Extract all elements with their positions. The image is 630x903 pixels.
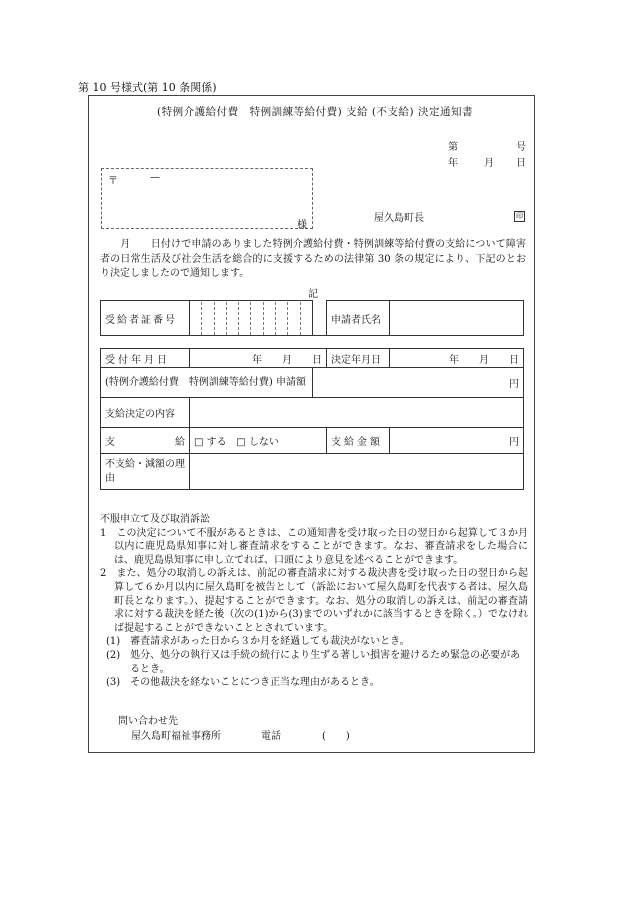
ki-heading: 記 — [308, 289, 318, 300]
appeal-item-1: 1 この決定について不服があるときは、この通知書を受け取った日の翌日から起算して３か月以内に鹿児島県知事に対し審査請求をすることができます。なお、審査請求をした場合には、鹿児島県知事に申し立てれば、口頭により意見を述べることができます。 — [100, 527, 528, 566]
issuer-name: 屋久島町長 — [374, 213, 424, 224]
checkbox-no[interactable]: □ — [236, 437, 246, 448]
applicant-name-label: 申請者氏名 — [327, 301, 390, 336]
table-gap — [101, 336, 524, 349]
doc-no-suffix: 号 — [516, 142, 526, 153]
doc-no-prefix: 第 — [448, 142, 458, 153]
date-month: 月 — [484, 158, 494, 169]
payment-label — [101, 428, 190, 454]
content-label: 支給決定の内容 — [101, 398, 190, 428]
amount-label: 支給金額 — [327, 428, 390, 454]
content-value — [190, 398, 524, 428]
contact-phone-parens: ( ) — [322, 731, 350, 742]
document-title: (特例介護給付費 特例訓練等給付費) 支給 (不支給) 決定通知書 — [157, 106, 473, 118]
claim-amount-yen: 円 — [313, 368, 524, 398]
option-no-label: しない — [248, 437, 279, 448]
contact-office: 屋久島町福祉事務所 — [131, 731, 221, 742]
applicant-name-value — [390, 301, 524, 336]
intro-paragraph: 月 日付けで申請のありました特例介護給付費・特例訓練等給付費の支給について障害者の日常生活及び社会生活を総合的に支援するための法律第 30 条の規定により、下記のとおり決定しましたので通知します。 — [100, 239, 526, 279]
appeal-sub-1: (1) 審査請求があった日から３か月を経過しても裁決がないとき。 — [106, 636, 410, 648]
contact-heading: 問い合わせ先 — [118, 716, 178, 727]
postal-dash: — — [150, 172, 160, 183]
recipient-no-label: 受給者証番号 — [101, 301, 190, 336]
postal-mark: 〒 — [108, 176, 118, 187]
decision-date-label: 決定年月日 — [327, 349, 390, 368]
option-yes-label: する — [206, 437, 227, 448]
recipient-no-cells — [190, 301, 313, 336]
date-year: 年 — [448, 158, 458, 169]
receipt-date-label: 受付年月日 — [101, 349, 190, 368]
contact-phone-label: 電話 — [261, 731, 281, 742]
payment-label-b: 給 — [175, 437, 185, 448]
decision-date-value: 年 月 日 — [390, 349, 524, 368]
spacer-cell — [313, 301, 327, 336]
appeal-heading: 不服申立て及び取消訴訟 — [100, 514, 210, 525]
receipt-date-value: 年 月 日 — [190, 349, 327, 368]
honorific-sama: 様 — [297, 220, 307, 231]
amount-yen: 円 — [390, 428, 524, 454]
checkbox-yes[interactable]: □ — [194, 437, 204, 448]
appeal-notes — [100, 513, 528, 690]
reason-value — [190, 454, 524, 490]
payment-options — [190, 428, 327, 454]
decision-table — [100, 300, 524, 490]
appeal-item-2: 2 また、処分の取消しの訴えは、前記の審査請求に対する裁決書を受け取った日の翌日から起算して６か月以内に屋久島町を被告として（訴訟において屋久島町を代表する者は、屋久島町長となります。）、提起することができます。なお、処分の取消しの訴えは、前記の審査請求に対する裁決を経た後（次の(1)から(3)までのいずれかに該当するときを除く。）でなければ提起することができないこととされています。 — [100, 568, 528, 634]
date-day: 日 — [516, 158, 526, 169]
address-box — [101, 168, 313, 229]
claim-amount-label: (特例介護給付費 特例訓練等給付費) 申請額 — [101, 368, 313, 398]
seal-icon: 印 — [516, 212, 523, 220]
form-number: 第 10 号様式(第 10 条関係) — [78, 81, 217, 94]
reason-label: 不支給・減額の理由 — [101, 454, 190, 490]
payment-label-a: 支 — [105, 437, 115, 448]
appeal-sub-2: (2) 処分、処分の執行又は手続の続行により生ずる著しい損害を避けるため緊急の必要があるとき。 — [106, 649, 521, 675]
appeal-sub-3: (3) その他裁決を経ないことにつき正当な理由があるとき。 — [106, 677, 380, 689]
